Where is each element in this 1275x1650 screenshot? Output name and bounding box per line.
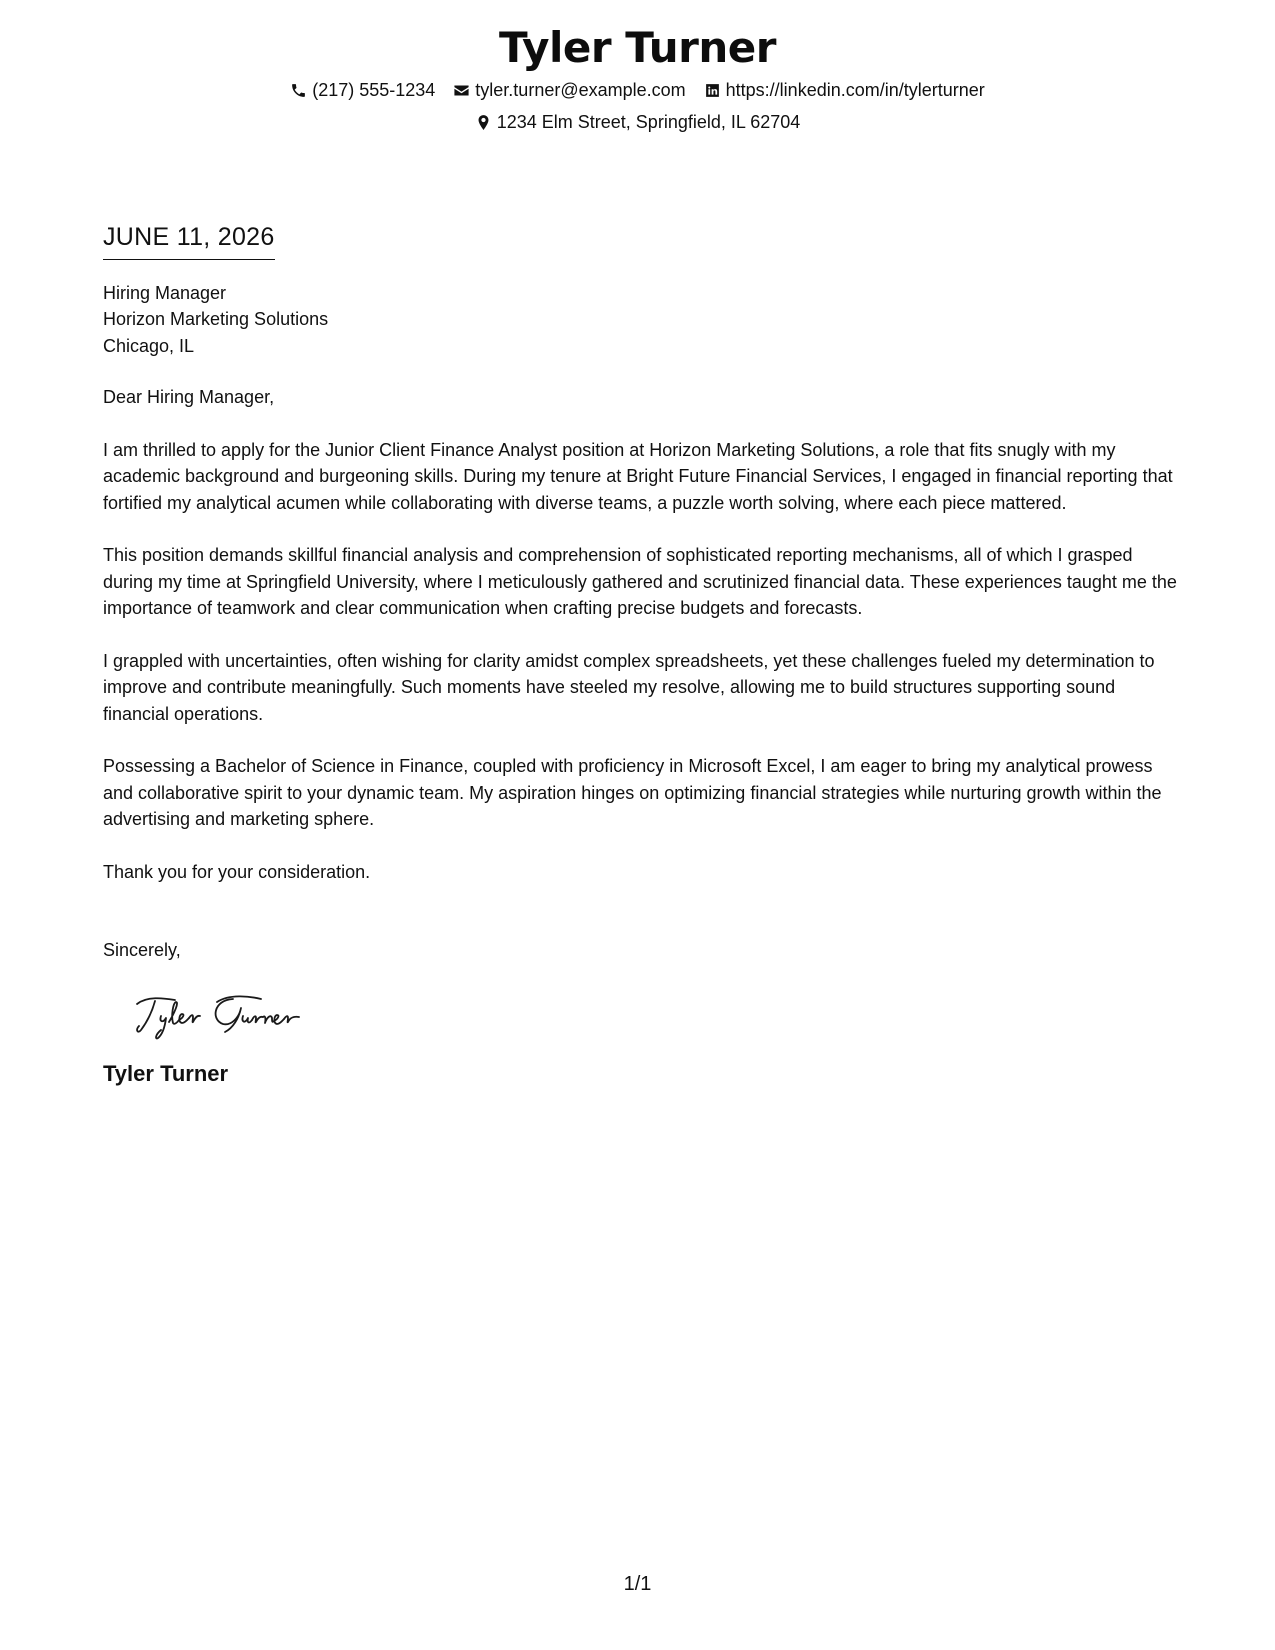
- letter-body: [103, 222, 1183, 1088]
- contact-row: [0, 76, 1275, 104]
- contact-linkedin[interactable]: [704, 76, 985, 104]
- recipient-title: Hiring Manager: [103, 282, 227, 303]
- thank-you-line: Thank you for your consideration.: [103, 861, 371, 882]
- body-paragraph-1: I am thrilled to apply for the Junior Client Finance Analyst position at Horizon Marketing Solutions, a role that fits snugly with my academic background and burgeoning skills. During my tenure at Bright Future Financial Services, I engaged in financial reporting that fortified my analytical acumen while collaborating with diverse teams, a puzzle worth solving, where each piece mattered.: [103, 439, 1173, 513]
- letter-date: JUNE 11, 2026: [103, 223, 275, 251]
- letter-header: [0, 22, 1275, 136]
- contact-phone: [290, 76, 435, 104]
- applicant-name: Tyler Turner: [498, 23, 776, 72]
- envelope-icon: [453, 82, 470, 99]
- body-paragraph-3: I grappled with uncertainties, often wishing for clarity amidst complex spreadsheets, yet these challenges fueled my determination to improve and contribute meaningfully. Such moments have steeled my resolve, allowing me to build structures supporting sound financial operations.: [103, 650, 1155, 724]
- contact-email[interactable]: [453, 76, 685, 104]
- address-row: [0, 108, 1275, 136]
- body-paragraph-2: This position demands skillful financial analysis and comprehension of sophisticated reporting mechanisms, all of which I grasped during my time at Springfield University, where I meticulously gathered and scrutinized financial data. These experiences taught me the importance of teamwork and clear communication when crafting precise budgets and forecasts.: [103, 545, 1177, 618]
- contact-address: [475, 108, 801, 136]
- page-number: 1/1: [623, 1573, 652, 1595]
- body-paragraph-4: Possessing a Bachelor of Science in Finance, coupled with proficiency in Microsoft Excel, I am eager to bring my analytical prowess and collaborative spirit to your dynamic team. My aspiration hinges on optimizing financial strategies while nurturing growth within the advertising and marketing sphere.: [103, 756, 1162, 829]
- recipient-location: Chicago, IL: [103, 335, 195, 356]
- date-block: [103, 222, 275, 260]
- signer-name: Tyler Turner: [103, 1060, 229, 1086]
- recipient-company: Horizon Marketing Solutions: [103, 309, 329, 329]
- handwritten-signature: [133, 990, 333, 1040]
- phone-text: (217) 555-1234: [312, 80, 436, 100]
- email-text: tyler.turner@example.com: [475, 80, 686, 100]
- greeting: Dear Hiring Manager,: [103, 387, 275, 407]
- recipient-block: [103, 280, 1183, 360]
- linkedin-icon: [704, 82, 721, 99]
- linkedin-url: https://linkedin.com/in/tylerturner: [725, 80, 985, 100]
- phone-icon: [290, 82, 307, 99]
- map-pin-icon: [475, 114, 492, 131]
- address-text: 1234 Elm Street, Springfield, IL 62704: [496, 112, 801, 132]
- closing: Sincerely,: [103, 940, 181, 960]
- signature-image: [133, 990, 333, 1040]
